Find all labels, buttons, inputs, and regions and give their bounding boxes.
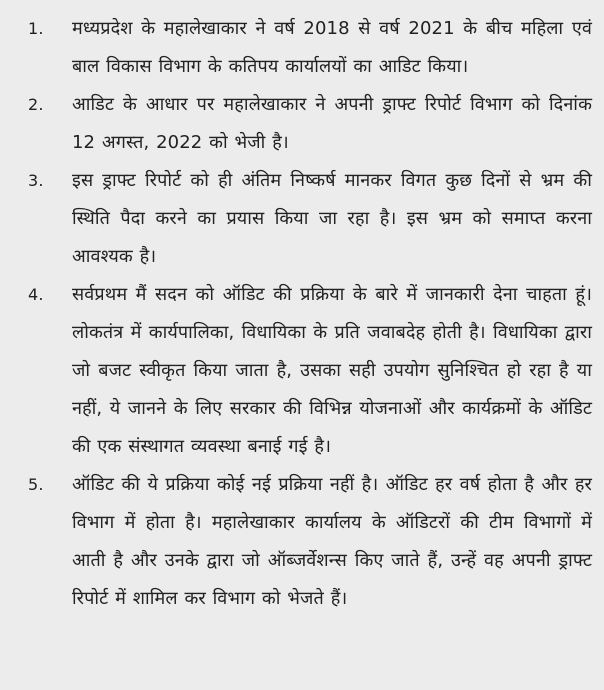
paragraph-text: मध्यप्रदेश के महालेखाकार ने वर्ष 2018 से वर्ष 2021 के बीच महिला एवं बाल विकास विभाग के कतिपय कार्यालयों का आडिट किया। — [72, 18, 592, 77]
paragraph-number: 1. — [28, 19, 44, 38]
paragraph-number: 4. — [28, 285, 44, 304]
paragraph-1 — [10, 10, 592, 86]
paragraph-text: ऑडिट की ये प्रक्रिया कोई नई प्रक्रिया नहीं है। ऑडिट हर वर्ष होता है और हर विभाग में होता है। महालेखाकार कार्यालय के ऑडिटरों की टीम विभागों में आती है और उनके द्वारा जो ऑब्जर्वेशन्स किए जाते हैं, उन्हें वह अपनी ड्राफ्ट रिपोर्ट में शामिल कर विभाग को भेजते हैं। — [72, 474, 592, 609]
paragraph-text: इस ड्राफ्ट रिपोर्ट को ही अंतिम निष्कर्ष मानकर विगत कुछ दिनों से भ्रम की स्थिति पैदा करने का प्रयास किया जा रहा है। इस भ्रम को समाप्त करना आवश्यक है। — [72, 170, 592, 267]
paragraph-number: 3. — [28, 171, 44, 190]
paragraph-5 — [10, 466, 592, 618]
paragraph-text: सर्वप्रथम मैं सदन को ऑडिट की प्रक्रिया के बारे में जानकारी देना चाहता हूं। लोकतंत्र में कार्यपालिका, विधायिका के प्रति जवाबदेह होती है। विधायिका द्वारा जो बजट स्वीकृत किया जाता है, उसका सही उपयोग सुनिश्चित हो रहा है या नहीं, ये जानने के लिए सरकार की विभिन्न योजनाओं और कार्यक्रमों के ऑडिट की एक संस्थागत व्यवस्था बनाई गई है। — [72, 284, 592, 457]
paragraph-4 — [10, 276, 592, 466]
paragraph-text: आडिट के आधार पर महालेखाकार ने अपनी ड्राफ्ट रिपोर्ट विभाग को दिनांक 12 अगस्त, 2022 को भेजी है। — [72, 94, 592, 153]
paragraph-2 — [10, 86, 592, 162]
paragraph-3 — [10, 162, 592, 276]
paragraph-number: 5. — [28, 475, 44, 494]
paragraph-number: 2. — [28, 95, 44, 114]
